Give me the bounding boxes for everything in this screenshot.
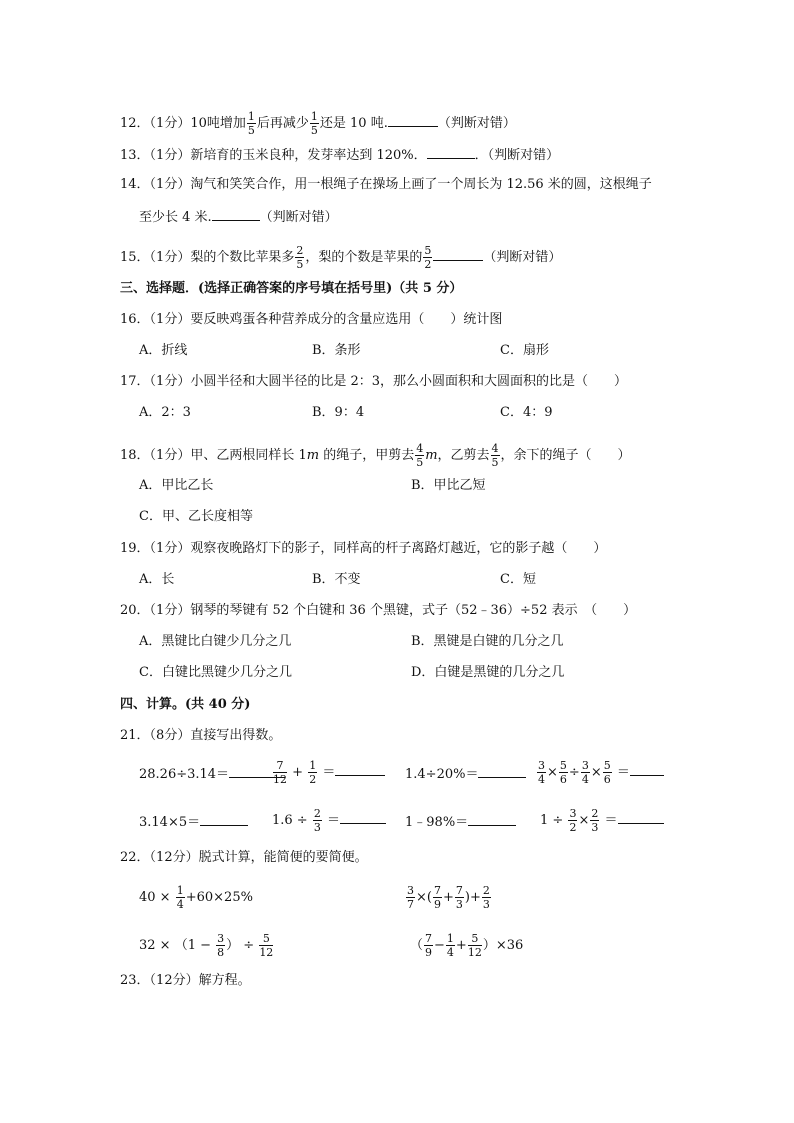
option-a[interactable]: A．黑键比白键少几分之几 xyxy=(139,634,292,649)
fraction: $\frac{1}{4}$ xyxy=(176,884,184,911)
option-c[interactable]: C．扇形 xyxy=(500,343,549,358)
calc-5: 3.14×5＝ xyxy=(139,813,248,831)
option-c[interactable]: C．短 xyxy=(500,572,536,587)
question-number: 22．（12分） xyxy=(120,850,199,865)
section-3-heading: 三、选择题．(选择正确答案的序号填在括号里)（共 5 分） xyxy=(120,281,463,296)
question-15: 15．（1分）梨的个数比苹果多 $\frac{2}{5}$ ，梨的个数是苹果的 $\frac{5}{2}$ （判断对错） xyxy=(120,244,562,271)
answer-blank[interactable] xyxy=(630,763,664,776)
answer-blank[interactable] xyxy=(388,114,438,127)
calc-1: 28.26÷3.14＝ xyxy=(139,765,285,783)
question-22: 22．（12分）脱式计算，能简便的要简便。 xyxy=(120,850,368,865)
question-number: 21．（8分） xyxy=(120,728,191,743)
fraction: $\frac{1}{5}$ xyxy=(310,110,318,137)
fraction: $\frac{5}{2}$ xyxy=(424,244,432,271)
option-c[interactable]: C．4：9 xyxy=(500,405,553,420)
fraction: $\frac{5}{12}$ xyxy=(467,932,482,959)
calc-8: 1 ÷ $\frac{3}{2}$ × $\frac{2}{3}$ ＝ xyxy=(540,808,664,833)
expression-4: （ $\frac{7}{9}$ − $\frac{1}{4}$ + $\frac{5}{12}$ ）×36 xyxy=(410,932,524,959)
fraction: $\frac{4}{5}$ xyxy=(491,442,499,469)
fraction: $\frac{7}{9}$ xyxy=(433,884,441,911)
fraction: $\frac{4}{5}$ xyxy=(416,442,424,469)
question-number: 20．（1分） xyxy=(120,603,191,618)
question-number: 17．（1分） xyxy=(120,374,191,389)
calc-7: 1﹣98%＝ xyxy=(405,813,516,831)
answer-blank[interactable] xyxy=(618,811,664,824)
answer-blank[interactable] xyxy=(335,763,385,776)
answer-blank[interactable] xyxy=(200,813,248,826)
option-a[interactable]: A．长 xyxy=(139,572,175,587)
option-b[interactable]: B．甲比乙短 xyxy=(411,478,486,493)
question-23: 23．（12分）解方程。 xyxy=(120,973,251,988)
question-21: 21．（8分）直接写出得数。 xyxy=(120,728,282,743)
question-18: 18．（1分）甲、乙两根同样长 1m 的绳子，甲剪去 $\frac{4}{5}$ m，乙剪去 $\frac{4}{5}$ ，余下的绳子（ ） xyxy=(120,442,631,469)
answer-blank[interactable] xyxy=(212,208,260,221)
fraction: $\frac{2}{3}$ xyxy=(313,807,321,834)
option-c[interactable]: C．甲、乙长度相等 xyxy=(139,509,253,524)
fraction: $\frac{2}{5}$ xyxy=(296,244,304,271)
fraction: $\frac{1}{2}$ xyxy=(309,759,317,786)
question-17: 17．（1分）小圆半径和大圆半径的比是 2：3，那么小圆面积和大圆面积的比是（ ） xyxy=(120,374,628,389)
calc-4: $\frac{3}{4}$ × $\frac{5}{6}$ ÷ $\frac{3}{4}$ × $\frac{5}{6}$ ＝ xyxy=(536,760,664,785)
answer-blank[interactable] xyxy=(340,811,386,824)
calc-3: 1.4÷20%＝ xyxy=(405,765,526,783)
section-4-heading: 四、计算。(共 40 分) xyxy=(120,697,251,712)
fraction: $\frac{3}{8}$ xyxy=(217,932,225,959)
question-number: 13．（1分） xyxy=(120,148,191,163)
expression-2: $\frac{3}{7}$ ×( $\frac{7}{9}$ + $\frac{7}{3}$ )+ $\frac{2}{3}$ xyxy=(407,884,490,911)
question-16: 16．（1分）要反映鸡蛋各种营养成分的含量应选用（ ）统计图 xyxy=(120,312,503,327)
question-number: 16．（1分） xyxy=(120,312,191,327)
option-a[interactable]: A．折线 xyxy=(139,343,188,358)
question-13: 13．（1分）新培育的玉米良种，发芽率达到 120%． ．（判断对错） xyxy=(120,148,560,163)
fraction: $\frac{3}{7}$ xyxy=(407,884,414,911)
option-b[interactable]: B．条形 xyxy=(312,343,361,358)
option-b[interactable]: B．黑键是白键的几分之几 xyxy=(411,634,564,649)
option-d[interactable]: D．白键是黑键的几分之几 xyxy=(411,665,565,680)
fraction: $\frac{3}{4}$ xyxy=(538,759,545,786)
question-12: 12．（1分）10吨增加 $\frac{1}{5}$ 后再减少 $\frac{1}{5}$ 还是 10 吨. （判断对错） xyxy=(120,110,516,137)
question-14-cont: 至少长 4 米. （判断对错） xyxy=(139,210,338,225)
calc-6: 1.6 ÷ $\frac{2}{3}$ ＝ xyxy=(272,808,386,833)
fraction: $\frac{3}{2}$ xyxy=(569,807,577,834)
question-number: 23．（12分） xyxy=(120,973,199,988)
fraction: $\frac{7}{9}$ xyxy=(425,932,433,959)
answer-blank[interactable] xyxy=(427,146,475,159)
fraction: $\frac{5}{12}$ xyxy=(259,932,274,959)
question-number: 14．（1分） xyxy=(120,177,191,192)
option-a[interactable]: A．2：3 xyxy=(139,405,191,420)
fraction: $\frac{7}{12}$ xyxy=(273,759,287,786)
expression-1: 40 × $\frac{1}{4}$ +60×25% xyxy=(139,884,253,911)
option-b[interactable]: B．9：4 xyxy=(312,405,365,420)
option-a[interactable]: A．甲比乙长 xyxy=(139,478,214,493)
question-19: 19．（1分）观察夜晚路灯下的影子，同样高的杆子离路灯越近，它的影子越（ ） xyxy=(120,541,607,556)
answer-blank[interactable] xyxy=(468,813,516,826)
question-20: 20．（1分）钢琴的琴键有 52 个白键和 36 个黑键，式子（52﹣36）÷52 表示 （ ） xyxy=(120,603,637,618)
question-number: 18．（1分） xyxy=(120,448,191,463)
fraction: $\frac{5}{6}$ xyxy=(559,759,567,786)
question-number: 19．（1分） xyxy=(120,541,191,556)
option-b[interactable]: B．不变 xyxy=(312,572,361,587)
fraction: $\frac{1}{5}$ xyxy=(247,110,255,137)
fraction: $\frac{3}{4}$ xyxy=(581,759,589,786)
calc-2: $\frac{7}{12}$ + $\frac{1}{2}$ ＝ xyxy=(272,760,385,785)
answer-blank[interactable] xyxy=(433,248,483,261)
fraction: $\frac{7}{3}$ xyxy=(455,884,463,911)
expression-3: 32 × （1 − $\frac{3}{8}$ ） ÷ $\frac{5}{12}$ xyxy=(139,932,274,959)
fraction: $\frac{2}{3}$ xyxy=(482,884,490,911)
fraction: $\frac{1}{4}$ xyxy=(446,932,454,959)
fraction: $\frac{5}{6}$ xyxy=(603,759,611,786)
option-c[interactable]: C．白键比黑键少几分之几 xyxy=(139,665,292,680)
question-14: 14．（1分）淘气和笑笑合作，用一根绳子在操场上画了一个周长为 12.56 米的圆，这根绳子 xyxy=(120,177,652,192)
fraction: $\frac{2}{3}$ xyxy=(591,807,599,834)
question-number: 15．（1分） xyxy=(120,250,191,265)
question-number: 12．（1分） xyxy=(120,116,191,131)
answer-blank[interactable] xyxy=(478,765,526,778)
